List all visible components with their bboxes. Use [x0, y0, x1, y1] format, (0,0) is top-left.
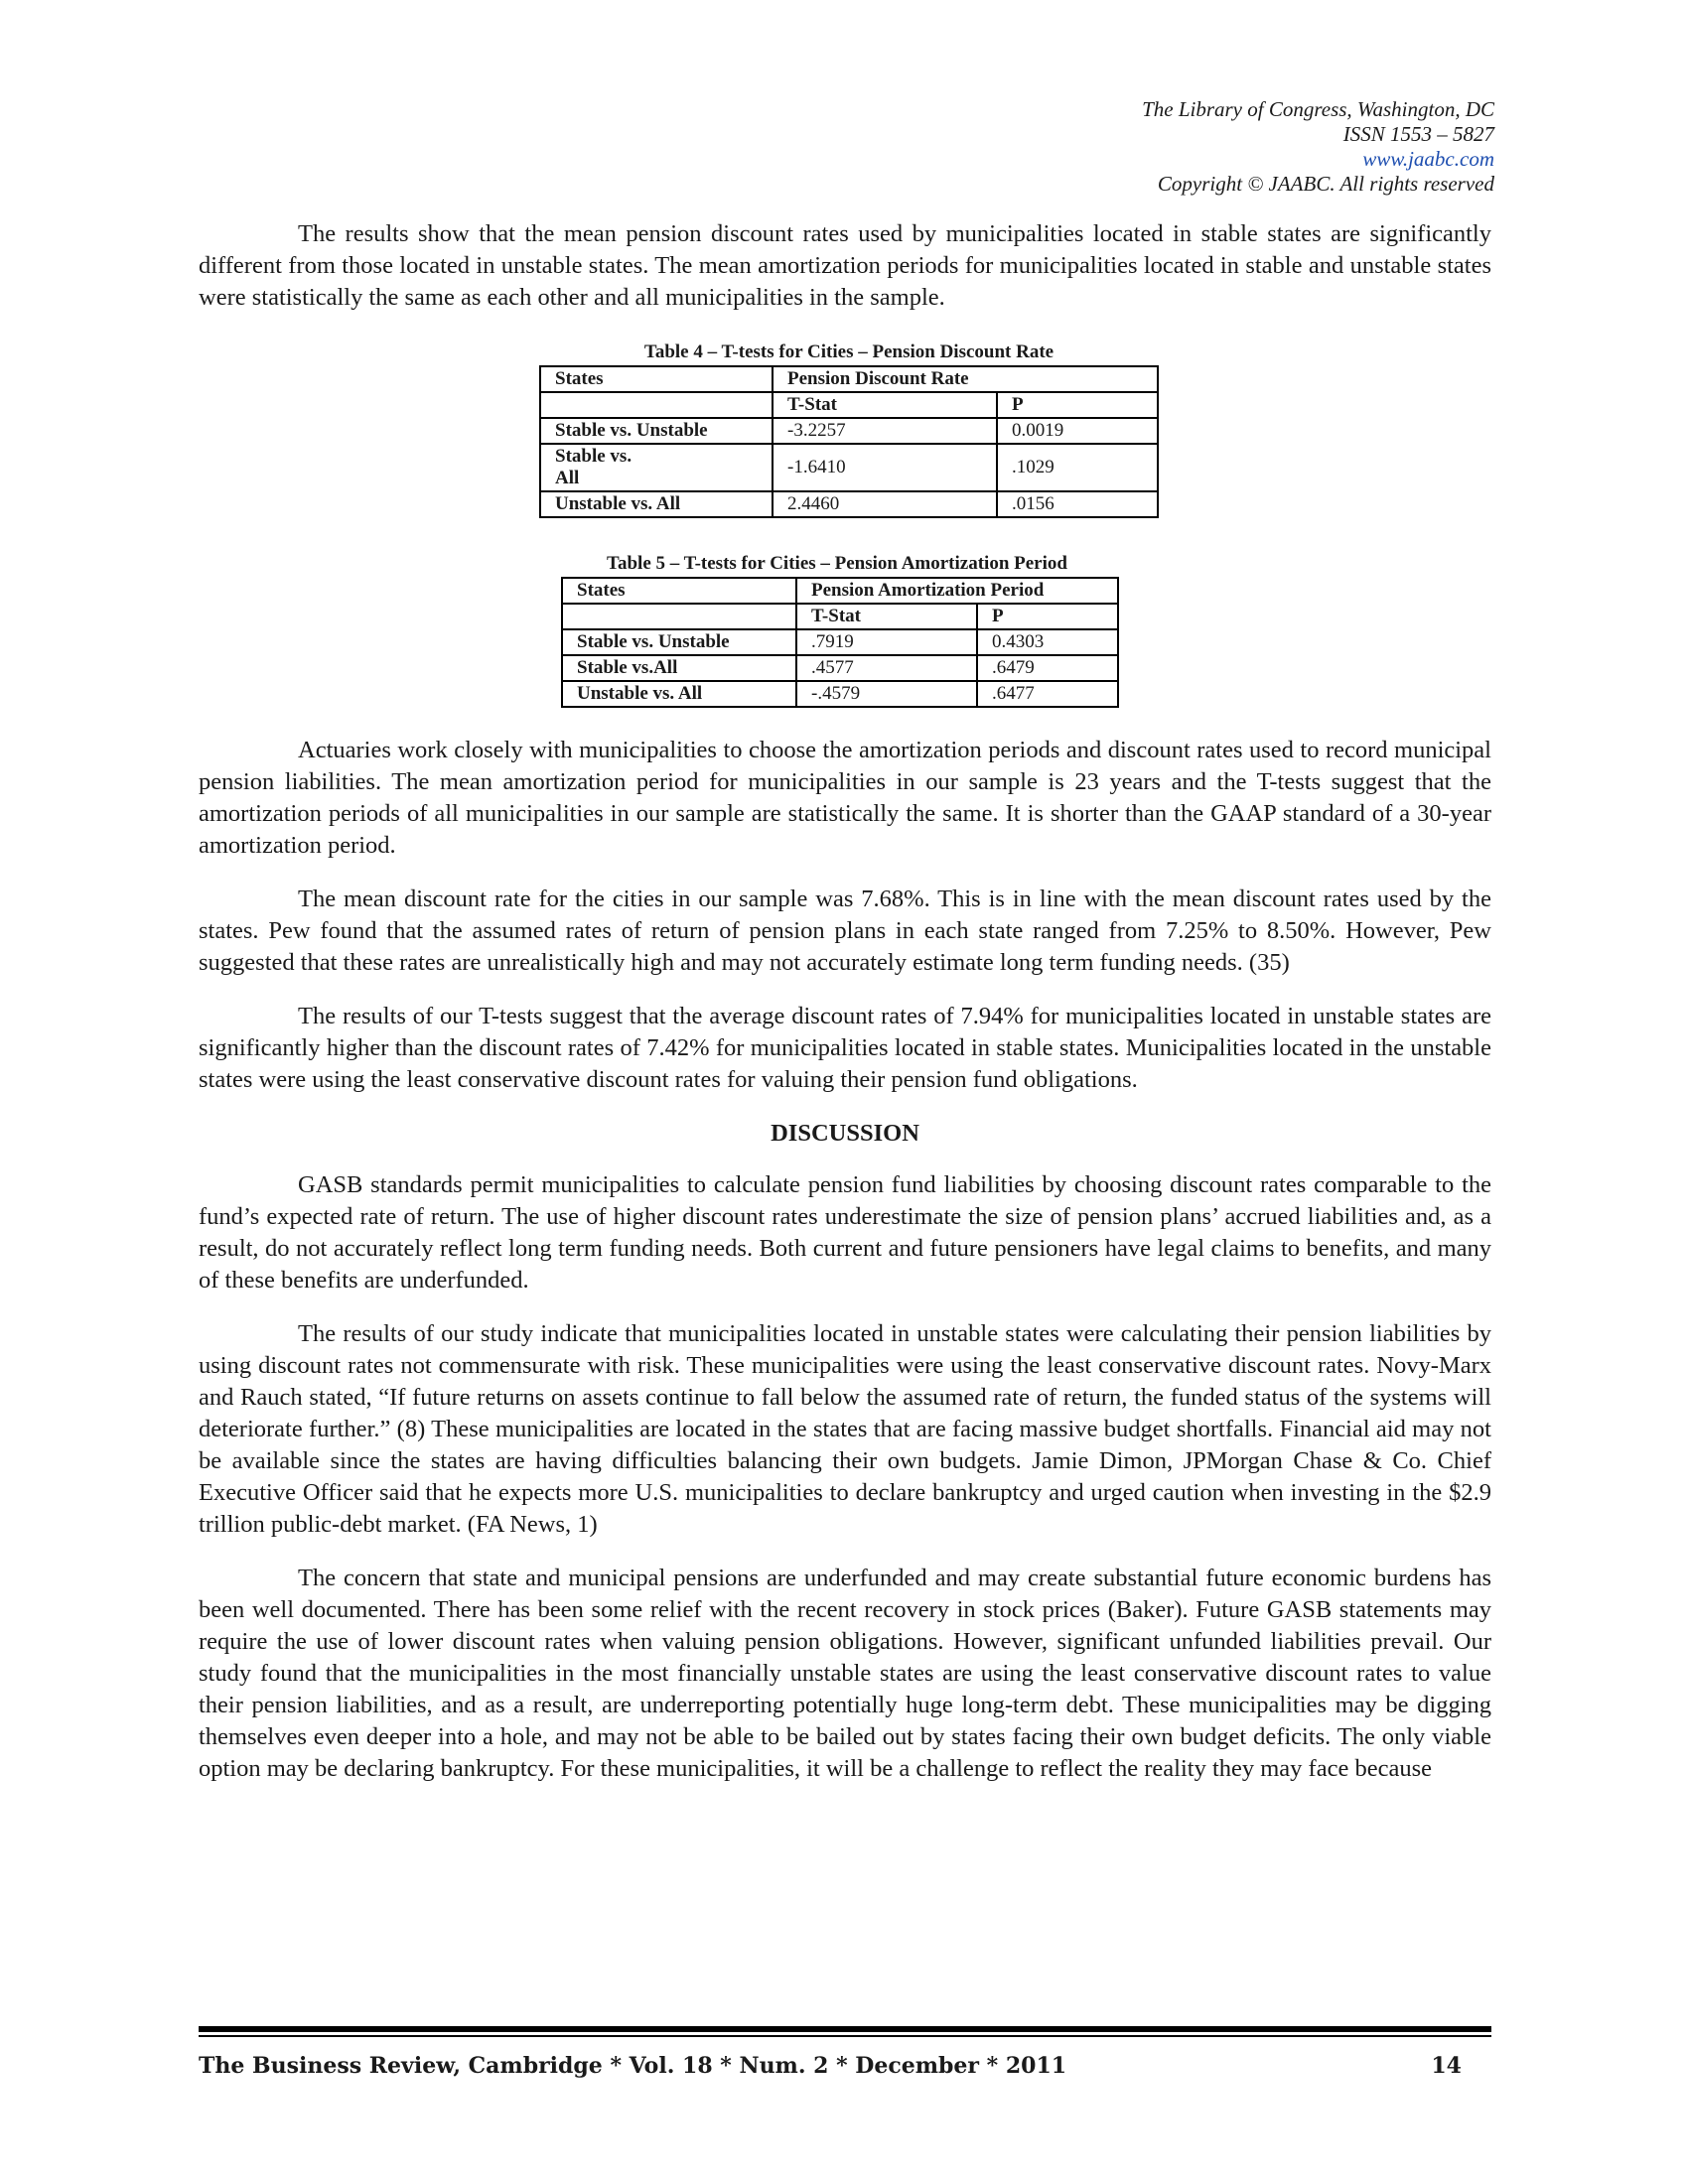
row-label: Unstable vs. All: [540, 491, 773, 517]
table-row: [562, 655, 1118, 681]
cell-p: .1029: [997, 444, 1158, 491]
header-copyright: Copyright © JAABC. All rights reserved: [1157, 172, 1494, 196]
table-header-row: [562, 578, 1118, 604]
cell-tstat: .7919: [796, 629, 977, 655]
cell-p: .6477: [977, 681, 1118, 707]
table-5: [561, 553, 1119, 708]
column-header-group: Pension Amortization Period: [796, 578, 1118, 604]
empty-cell: [540, 392, 773, 418]
cell-p: 0.0019: [997, 418, 1158, 444]
empty-cell: [562, 604, 796, 629]
column-header-states: States: [562, 578, 796, 604]
cell-tstat: -3.2257: [773, 418, 997, 444]
row-label: Stable vs. All: [540, 444, 773, 491]
cell-tstat: 2.4460: [773, 491, 997, 517]
table-subheader-row: [540, 392, 1158, 418]
table-4-caption: Table 4 – T-tests for Cities – Pension Discount Rate: [643, 341, 1055, 362]
footer-citation: The Business Review, Cambridge * Vol. 18 * Num. 2 * December * 2011: [199, 2053, 1067, 2079]
subheader-tstat: T-Stat: [796, 604, 977, 629]
journal-header: [1142, 97, 1494, 197]
cell-tstat: -1.6410: [773, 444, 997, 491]
header-issn: ISSN 1553 – 5827: [1342, 122, 1494, 146]
column-header-group: Pension Discount Rate: [773, 366, 1158, 392]
table-row: [540, 418, 1158, 444]
page-number: 14: [1431, 2053, 1462, 2079]
body-paragraph: GASB standards permit municipalities to calculate pension fund liabilities by choosing discount rates comparable to the fund’s expected rate of return. The use of higher discount rates underestimate the size of pension plans’ accrued liabilities and, as a result, do not accurately reflect long term funding needs. Both current and future pensioners have legal claims to benefits, and many of these benefits are underfunded.: [199, 1171, 1491, 1294]
body-paragraph: The mean discount rate for the cities in our sample was 7.68%. This is in line with the mean discount rates used by the states. Pew found that the assumed rates of return of pension plans in each state ranged from 7.25% to 8.50%. However, Pew suggested that these rates are unrealistically high and may not accurately estimate long term funding needs. (35): [199, 886, 1491, 976]
body-paragraph: The results of our study indicate that municipalities located in unstable states were calculating their pension liabilities by using discount rates not commensurate with risk. These municipalities were using the least conservative discount rates. Novy-Marx and Rauch stated, “If future returns on assets continue to fall below the assumed rate of return, the funded status of the systems will deteriorate further.” (8) These municipalities are located in the states that are facing massive budget shortfalls. Financial aid may not be available since the states are having difficulties balancing their own budgets. Jamie Dimon, JPMorgan Chase & Co. Chief Executive Officer said that he expects more U.S. municipalities to declare bankruptcy and urged caution when investing in the $2.9 trillion public-debt market. (FA News, 1): [199, 1320, 1491, 1538]
table-5-caption: Table 5 – T-tests for Cities – Pension Amortization Period: [607, 553, 1067, 574]
table-row: [540, 444, 1158, 491]
table-header-row: [540, 366, 1158, 392]
row-label: Stable vs.All: [562, 655, 796, 681]
page-footer: [199, 2053, 1491, 2079]
subheader-p: P: [997, 392, 1158, 418]
header-url-link[interactable]: www.jaabc.com: [1362, 147, 1494, 171]
cell-p: 0.4303: [977, 629, 1118, 655]
cell-tstat: -.4579: [796, 681, 977, 707]
body-paragraph: The concern that state and municipal pensions are underfunded and may create substantial future economic burdens has been well documented. There has been some relief with the recent recovery in stock prices (Baker). Future GASB statements may require the use of lower discount rates when valuing pension obligations. However, significant unfunded liabilities prevail. Our study found that the municipalities in the most financially unstable states are using the least conservative discount rates to value their pension liabilities, and as a result, are underreporting potentially huge long-term debt. These municipalities may be digging themselves even deeper into a hole, and may not be able to be bailed out by states facing their own budget deficits. The only viable option may be declaring bankruptcy. For these municipalities, it will be a challenge to reflect the reality they may face because: [199, 1565, 1491, 1782]
cell-p: .0156: [997, 491, 1158, 517]
row-label: Unstable vs. All: [562, 681, 796, 707]
intro-section: [199, 218, 1491, 336]
cell-p: .6479: [977, 655, 1118, 681]
main-text-section: [199, 735, 1491, 1807]
footer-divider: [199, 2026, 1491, 2032]
table-row: [562, 681, 1118, 707]
column-header-states: States: [540, 366, 773, 392]
table-row: [562, 629, 1118, 655]
subheader-tstat: T-Stat: [773, 392, 997, 418]
table-row: [540, 491, 1158, 517]
subheader-p: P: [977, 604, 1118, 629]
body-paragraph: The results show that the mean pension discount rates used by municipalities located in stable states are significantly different from those located in unstable states. The mean amortization periods for municipalities located in stable and unstable states were statistically the same as each other and all municipalities in the sample.: [199, 220, 1491, 311]
body-paragraph: Actuaries work closely with municipalities to choose the amortization periods and discount rates used to record municipal pension liabilities. The mean amortization period for municipalities in our sample is 23 years and the T-tests suggest that the amortization periods of all municipalities in our sample are statistically the same. It is shorter than the GAAP standard of a 30-year amortization period.: [199, 737, 1491, 859]
table-subheader-row: [562, 604, 1118, 629]
table-4: [539, 341, 1159, 518]
row-label: Stable vs. Unstable: [540, 418, 773, 444]
discussion-heading: DISCUSSION: [771, 1120, 919, 1147]
footer-divider-thin: [199, 2035, 1491, 2037]
header-library: The Library of Congress, Washington, DC: [1142, 97, 1494, 121]
row-label: Stable vs. Unstable: [562, 629, 796, 655]
cell-tstat: .4577: [796, 655, 977, 681]
body-paragraph: The results of our T-tests suggest that the average discount rates of 7.94% for municipalities located in unstable states are significantly higher than the discount rates of 7.42% for municipalities located in stable states. Municipalities located in the unstable states were using the least conservative discount rates for valuing their pension fund obligations.: [199, 1003, 1491, 1093]
table-5-grid: [561, 577, 1119, 708]
table-4-grid: [539, 365, 1159, 518]
